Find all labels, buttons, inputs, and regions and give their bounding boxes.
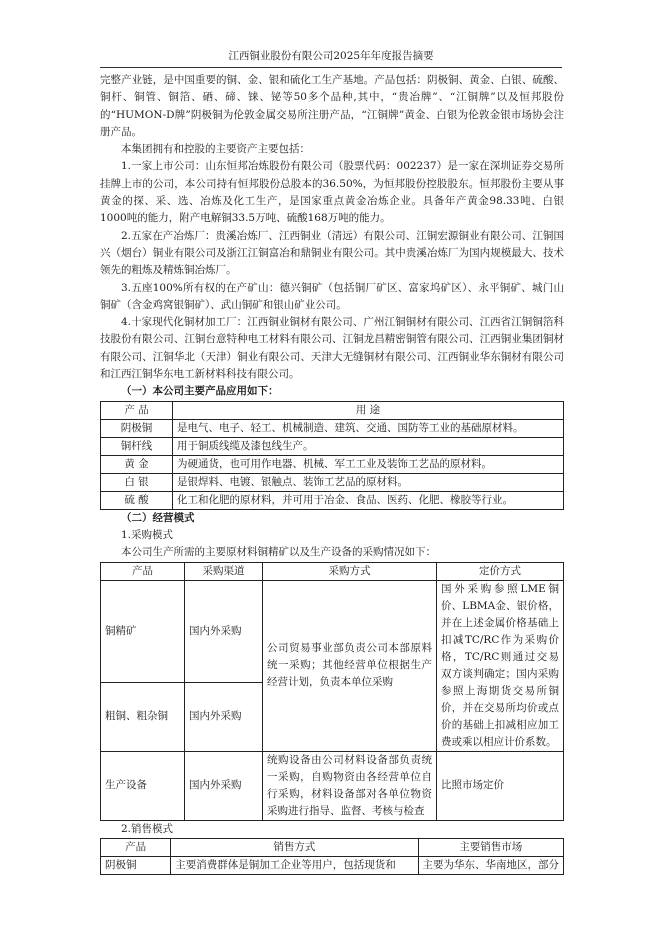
asset-item-mines: 3.五座100%所有权的在产矿山：德兴铜矿（包括铜厂矿区、富家坞矿区）、永平铜矿、城门山铜矿（含金鸡窝银铜矿）、武山铜矿和银山矿业公司。 [100,281,564,311]
column-header: 产 品 [101,401,173,419]
product-usage: 用于铜质线缆及漆包线生产。 [173,437,564,455]
product-name: 阴极铜 [101,419,173,437]
sales-product: 阴极铜 [101,856,171,874]
asset-item-smelters: 2.五家在产冶炼厂：贵溪冶炼厂、江西铜业（清远）有限公司、江铜宏源铜业有限公司、江铜国兴（烟台）铜业有限公司及浙江江铜富冶和鼎铜业有限公司。其中贵溪冶炼厂为国内规模最大、技术领先的粗炼及精炼铜冶炼厂。 [100,229,564,277]
purchase-pricing: 比照市场定价 [437,751,564,820]
sales-table [100,838,564,875]
product-name: 黄 金 [101,455,173,473]
column-header: 采购渠道 [185,562,263,580]
assets-intro: 本集团拥有和控股的主要资产主要包括： [121,143,310,156]
intro-paragraph: 完整产业链，是中国重要的铜、金、银和硫化工生产基地。产品包括：阴极铜、黄金、白银、硫酸、铜杆、铜管、铜箔、硒、碲、铼、铋等50多个品种,其中，“贵冶牌”、“江铜牌”以及恒邦股份的“HUMON-D牌”阴极铜为伦敦金属交易所注册产品，“江铜牌”黄金、白银为伦敦金银市场协会注册产品。 [100,74,564,138]
product-usage: 为硬通货，也可用作电器、机械、军工工业及装饰工艺品的原材料。 [173,455,564,473]
section-title-products: （一）本公司主要产品应用如下： [121,385,279,398]
column-header: 采购方式 [263,562,437,580]
product-usage: 化工和化肥的原材料，并可用于冶金、食品、医药、化肥、橡胶等行业。 [173,491,564,509]
table-header-row [101,401,564,419]
product-name: 铜杆线 [101,437,173,455]
sales-market: 主要为华东、华南地区，部分 [418,856,564,874]
purchase-product: 粗铜、粗杂铜 [101,683,185,751]
product-usage: 是银焊料、电镀、银触点、装饰工艺品的原材料。 [173,473,564,491]
purchase-channel: 国内外采购 [185,751,263,820]
table-header-row [101,562,564,580]
table-row [101,491,564,509]
purchase-method: 统购设备由公司材料设备部负责统一采购，自购物资由各经营单位自行采购，材料设备部对各单位物资采购进行指导、监督、考核与检查 [263,751,437,820]
column-header: 定价方式 [437,562,564,580]
purchase-channel: 国内外采购 [185,580,263,683]
table-row [101,580,564,683]
page-body [100,72,564,875]
table-row [101,751,564,820]
column-header: 产品 [101,562,185,580]
column-header: 主要销售市场 [418,838,564,856]
subsection-title-sales: 2.销售模式 [121,822,174,835]
asset-item-processing-plants: 4.十家现代化铜材加工厂：江西铜业铜材有限公司、广州江铜铜材有限公司、江西省江铜铜箔科技股份有限公司、江铜台意特种电工材料有限公司、江铜龙昌精密铜管有限公司、江西铜业集团铜材有限公司、江铜华北（天津）铜业有限公司、天津大无缝铜材有限公司、江西铜业华东铜材有限公司和江西江铜华东电工新材料科技有限公司。 [100,316,564,381]
column-header: 销售方式 [171,838,418,856]
table-row [101,419,564,437]
purchase-pricing: 国外采购参照LME铜价、LBMA金、银价格，并在上述金属价格基础上扣减TC/RC作为采购价格，TC/RC则通过交易双方谈判确定；国内采购参照上海期货交易所铜价，并在交易所均价或点价的基础上扣减相应加工费或乘以相应计价系数。 [437,580,564,751]
table-row [101,473,564,491]
purchase-channel: 国内外采购 [185,683,263,751]
section-title-business-model: （二）经营模式 [121,511,195,524]
purchase-table [100,562,564,821]
subsection-title-purchase: 1.采购模式 [121,528,174,541]
purchase-method: 公司贸易事业部负责公司本部原料统一采购；其他经营单位根据生产经营计划，负责本单位采购 [263,580,437,751]
product-usage: 是电气、电子、轻工、机械制造、建筑、交通、国防等工业的基础原材料。 [173,419,564,437]
purchase-product: 铜精矿 [101,580,185,683]
products-table [100,401,564,510]
product-name: 白 银 [101,473,173,491]
product-name: 硫 酸 [101,491,173,509]
table-row [101,856,564,874]
table-header-row [101,838,564,856]
sales-method: 主要消费群体是铜加工企业等用户，包括现货和 [171,856,418,874]
table-row [101,437,564,455]
purchase-description: 本公司生产所需的主要原材料铜精矿以及生产设备的采购情况如下： [121,546,436,559]
purchase-product: 生产设备 [101,751,185,820]
column-header: 用 途 [173,401,564,419]
column-header: 产品 [101,838,171,856]
asset-item-listed-company: 1.一家上市公司：山东恒邦冶炼股份有限公司（股票代码：002237）是一家在深圳证券交易所挂牌上市的公司，本公司持有恒邦股份总股本的36.50%，为恒邦股份控股股东。恒邦股份主要从事黄金的探、采、选、冶炼及化工生产，是国家重点黄金冶炼企业。具备年产黄金98.33吨、白银1000吨的能力，附产电解铜33.5万吨、硫酸168万吨的能力。 [100,160,564,225]
table-row [101,455,564,473]
page-header: 江西铜业股份有限公司2025年年度报告摘要 [100,48,562,68]
